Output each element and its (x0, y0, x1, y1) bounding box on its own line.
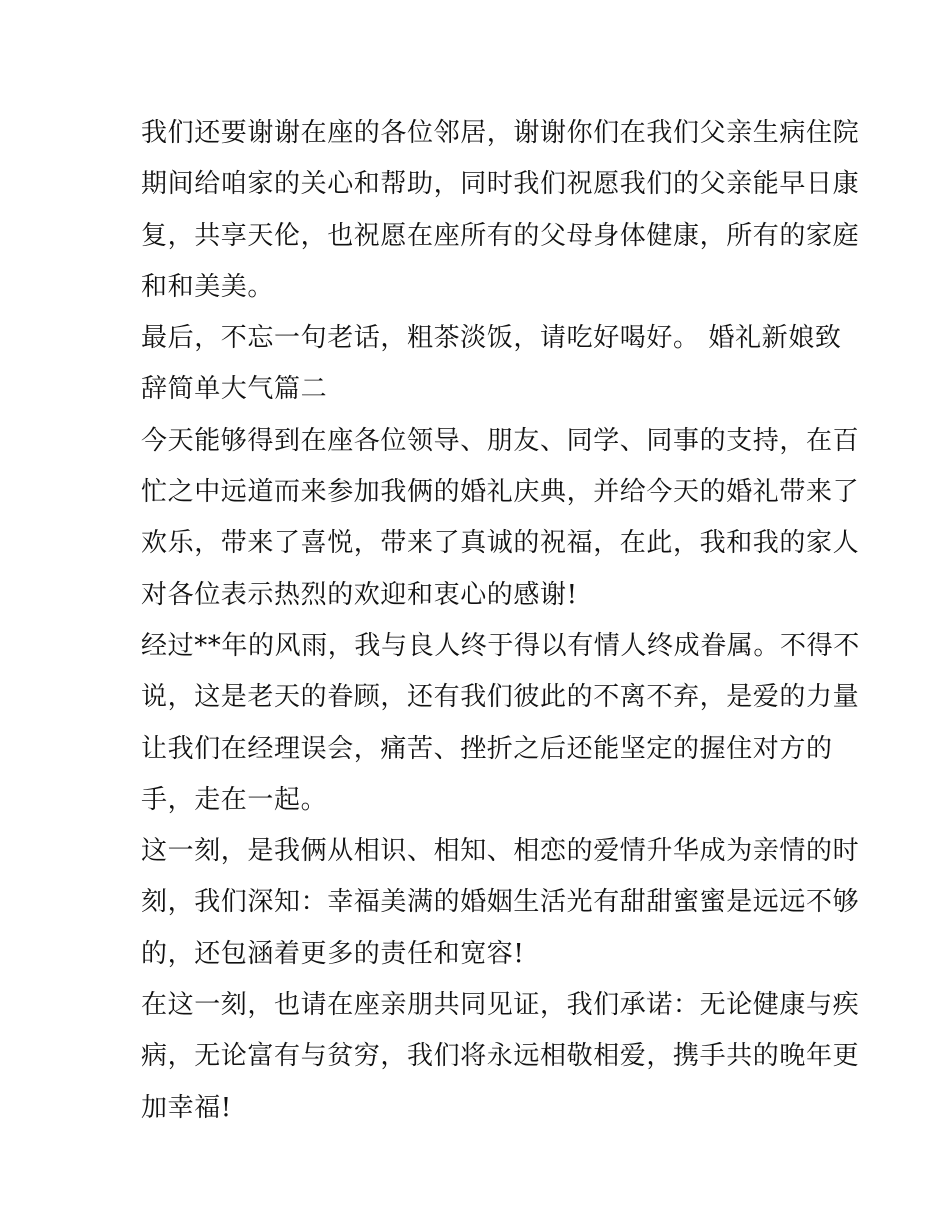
text-line: 经过**年的风雨，我与良人终于得以有情人终成眷属。不得不 (141, 630, 860, 661)
text-line: 今天能够得到在座各位领导、朋友、同学、同事的支持，在百 (141, 425, 860, 456)
text-line: 手，走在一起。 (141, 784, 328, 815)
text-line: 忙之中远道而来参加我俩的婚礼庆典，并给今天的婚礼带来了 (141, 477, 860, 508)
text-line: 复，共享天伦，也祝愿在座所有的父母身体健康，所有的家庭 (141, 220, 860, 251)
text-line: 这一刻，是我俩从相识、相知、相恋的爱情升华成为亲情的时 (141, 836, 860, 867)
text-line: 最后，不忘一句老话，粗茶淡饭，请吃好喝好。 婚礼新娘致 (141, 323, 842, 354)
text-line: 刻，我们深知：幸福美满的婚姻生活光有甜甜蜜蜜是远远不够 (141, 887, 860, 918)
document-body (141, 108, 860, 1134)
text-line: 的，还包涵着更多的责任和宽容! (141, 938, 525, 969)
text-line: 我们还要谢谢在座的各位邻居，谢谢你们在我们父亲生病住院 (141, 118, 860, 148)
text-line: 在这一刻，也请在座亲朋共同见证，我们承诺：无论健康与疾 (141, 990, 860, 1021)
text-line: 说，这是老天的眷顾，还有我们彼此的不离不弃，是爱的力量 (141, 682, 860, 713)
text-line: 加幸福! (141, 1092, 232, 1123)
section-heading: 辞简单大气篇二 (141, 374, 328, 405)
text-line: 和和美美。 (141, 271, 275, 302)
text-line: 欢乐，带来了喜悦，带来了真诚的祝福，在此，我和我的家人 (141, 528, 860, 559)
text-line: 让我们在经理误会，痛苦、挫折之后还能坚定的握住对方的 (141, 733, 833, 764)
text-line: 期间给咱家的关心和帮助，同时我们祝愿我们的父亲能早日康 (141, 169, 860, 200)
text-line: 对各位表示热烈的欢迎和衷心的感谢! (141, 579, 578, 610)
text-line: 病，无论富有与贫穷，我们将永远相敬相爱，携手共的晚年更 (141, 1041, 860, 1072)
